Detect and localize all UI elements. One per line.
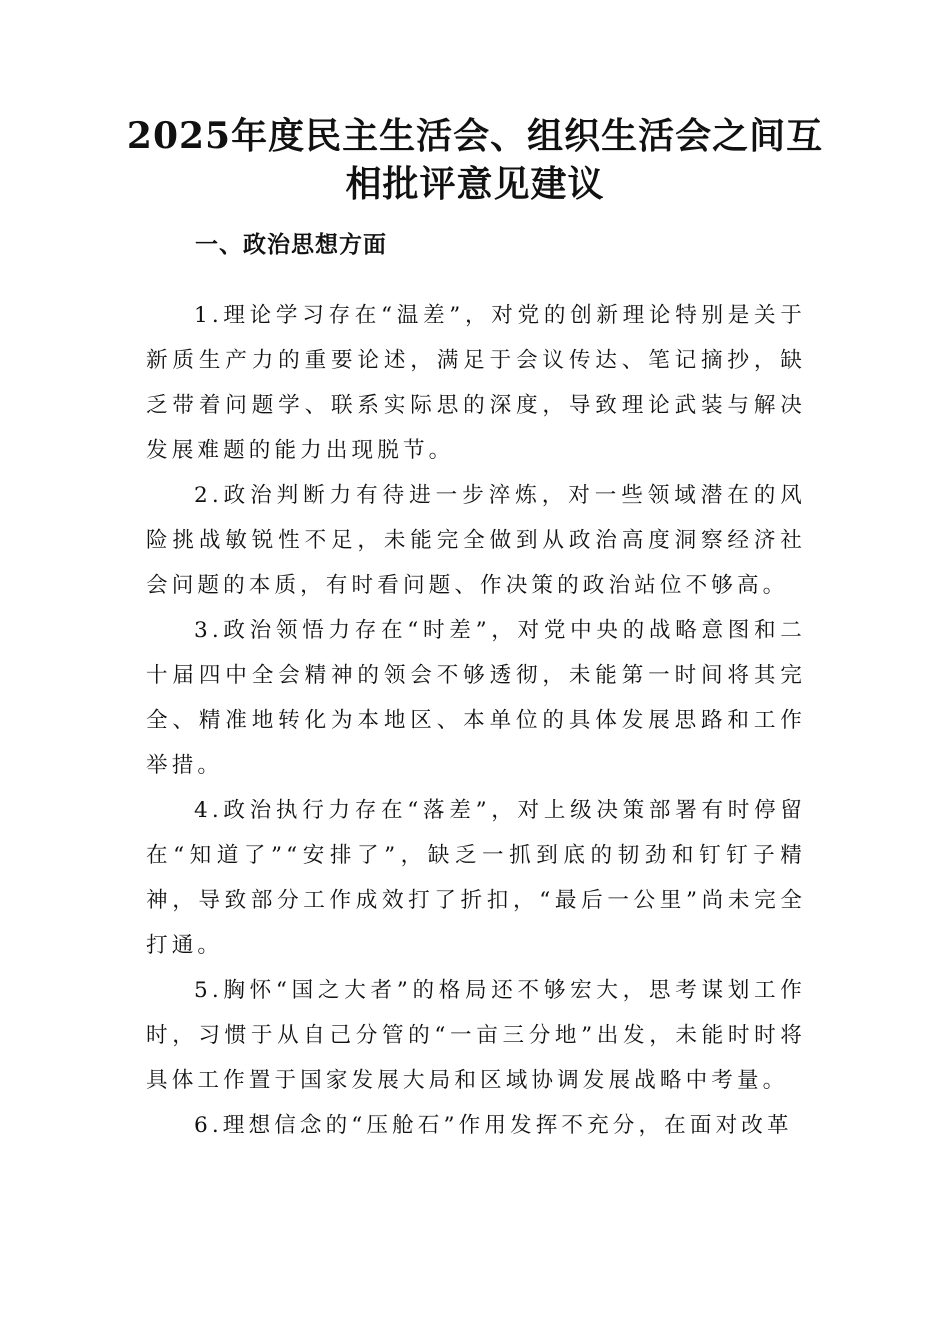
- document-title: [100, 112, 850, 208]
- title-line-2: 相批评意见建议: [345, 163, 605, 205]
- paragraph-6: 6.理想信念的“压舱石”作用发挥不充分，在面对改革: [194, 1113, 793, 1138]
- title-line-1: 2025年度民主生活会、组织生活会之间互: [126, 115, 824, 157]
- paragraph-5: 5.胸怀“国之大者”的格局还不够宏大，思考谋划工作时，习惯于从自己分管的“一亩三分地”出发，未能时时将具体工作置于国家发展大局和区域协调发展战略中考量。: [146, 978, 806, 1093]
- paragraph-3: 3.政治领悟力存在“时差”，对党中央的战略意图和二十届四中全会精神的领会不够透彻，未能第一时间将其完全、精准地转化为本地区、本单位的具体发展思路和工作举措。: [146, 618, 806, 778]
- section-heading: 一、政治思想方面: [195, 232, 387, 258]
- document-body: [146, 293, 806, 1148]
- paragraph-4: 4.政治执行力存在“落差”，对上级决策部署有时停留在“知道了”“安排了”，缺乏一抓到底的韧劲和钉钉子精神，导致部分工作成效打了折扣，“最后一公里”尚未完全打通。: [146, 798, 806, 958]
- paragraph-2: 2.政治判断力有待进一步淬炼，对一些领域潜在的风险挑战敏锐性不足，未能完全做到从政治高度洞察经济社会问题的本质，有时看问题、作决策的政治站位不够高。: [146, 483, 806, 598]
- paragraph-1: 1.理论学习存在“温差”，对党的创新理论特别是关于新质生产力的重要论述，满足于会议传达、笔记摘抄，缺乏带着问题学、联系实际思的深度，导致理论武装与解决发展难题的能力出现脱节。: [146, 303, 806, 463]
